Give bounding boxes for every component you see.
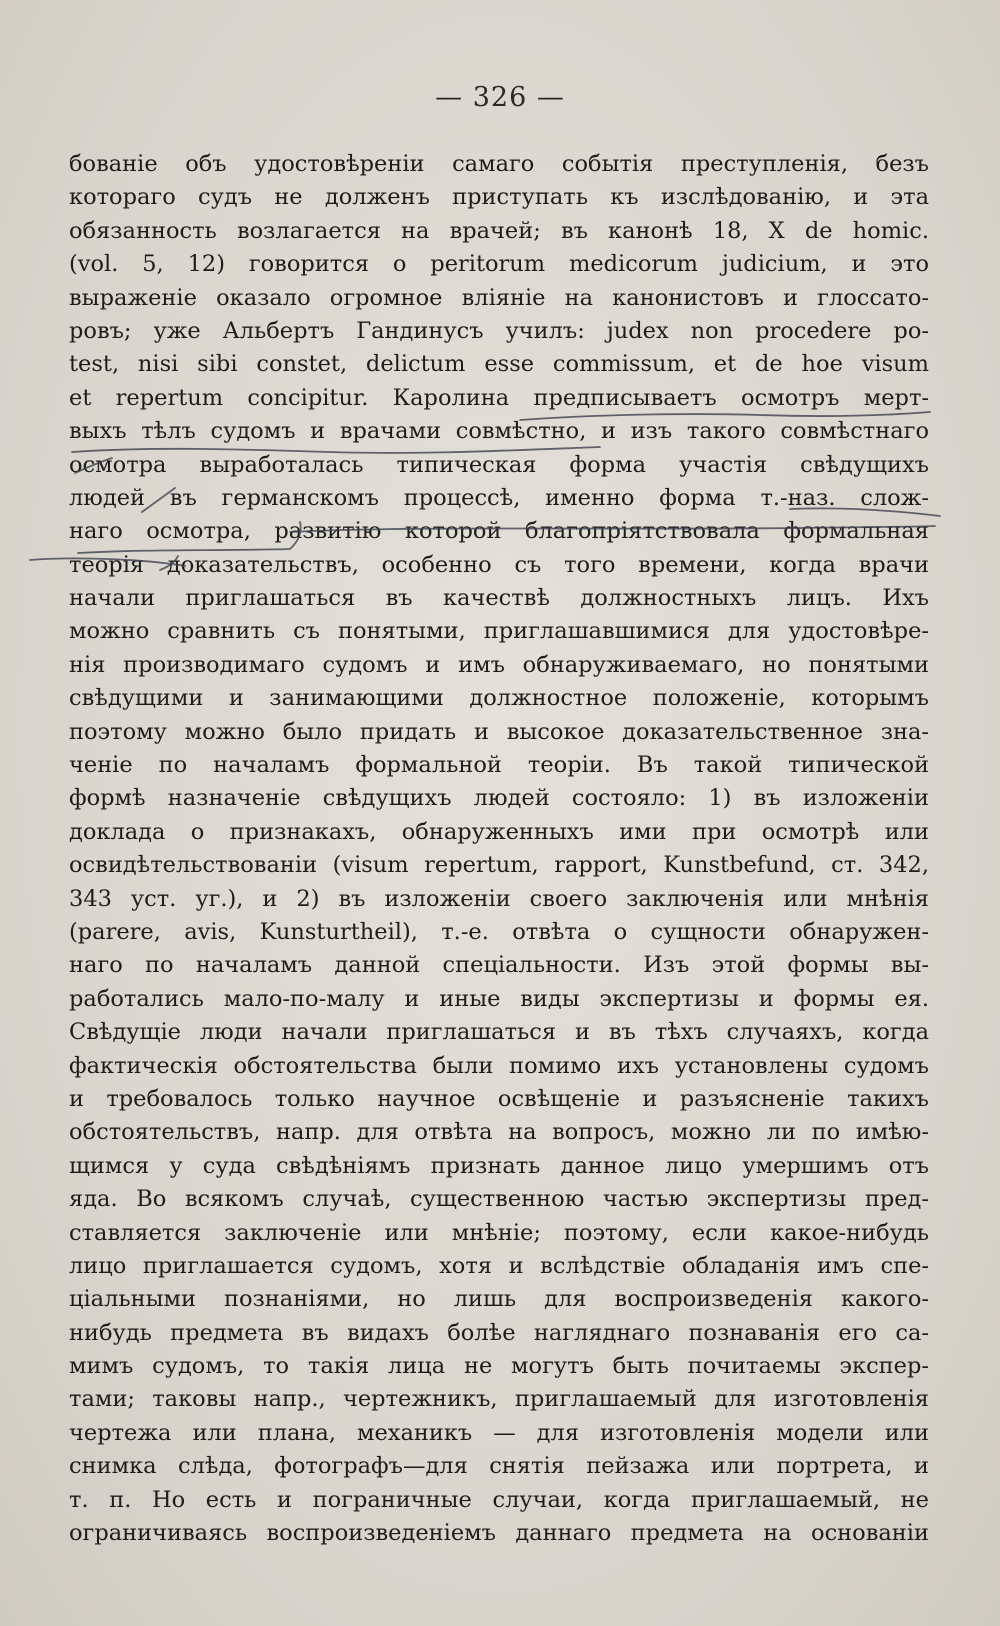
text-line: ограничиваясь воспроизведеніемъ даннаго предмета на основаніи [69, 1520, 929, 1547]
text-line: обязанность возлагается на врачей; въ канонѣ 18, X de homic. [69, 217, 929, 244]
text-line: (parere, avis, Kunsturtheil), т.-е. отвѣта о сущности обнаружен- [69, 918, 929, 945]
text-line: осмотра выработалась типическая форма участія свѣдущихъ [69, 451, 929, 478]
text-line: снимка слѣда, фотографъ—для снятія пейзажа или портрета, и [69, 1453, 929, 1480]
text-line: наго по началамъ данной спеціальности. Изъ этой формы вы- [69, 952, 929, 979]
text-line: выраженіе оказало огромное вліяніе на канонистовъ и глоссато- [69, 284, 929, 311]
text-line: освидѣтельствованіи (visum repertum, rapport, Kunstbefund, ст. 342, [69, 852, 929, 879]
text-line: обстоятельствъ, напр. для отвѣта на вопросъ, можно ли по имѣю- [69, 1119, 929, 1146]
text-line: наго осмотра, развитію которой благопріятствовала формальная [69, 518, 929, 545]
text-line: поэтому можно было придать и высокое доказательственное зна- [69, 718, 929, 745]
text-line: фактическія обстоятельства были помимо ихъ установлены судомъ [69, 1052, 929, 1079]
text-line: чертежа или плана, механикъ — для изготовленія модели или [69, 1419, 929, 1446]
text-line: т. п. Но есть и пограничные случаи, когда приглашаемый, не [69, 1486, 929, 1513]
text-line: формѣ назначеніе свѣдущихъ людей состояло: 1) въ изложеніи [69, 785, 929, 812]
text-line: ставляется заключеніе или мнѣніе; поэтому, если какое-нибудь [69, 1219, 929, 1246]
text-line: 343 уст. уг.), и 2) въ изложеніи своего заключенія или мнѣнія [69, 885, 929, 912]
text-line: бованіе объ удостовѣреніи самаго событія преступленія, безъ [69, 151, 929, 177]
text-line: можно сравнить съ понятыми, приглашавшимися для удостовѣре- [69, 618, 929, 645]
text-line: нибудь предмета въ видахъ болѣе нагляднаго познаванія его са- [69, 1319, 929, 1346]
text-line: выхъ тѣлъ судомъ и врачами совмѣстно, и изъ такого совмѣстнаго [69, 418, 929, 445]
text-line: ченіе по началамъ формальной теоріи. Въ такой типической [69, 752, 929, 779]
text-line: котораго судъ не долженъ приступать къ изслѣдованію, и эта [69, 184, 929, 211]
text-line: яда. Во всякомъ случаѣ, существенною частью экспертизы пред- [69, 1186, 929, 1213]
text-line: Свѣдущіе люди начали приглашаться и въ тѣхъ случаяхъ, когда [69, 1019, 929, 1046]
text-line: ціальными познаніями, но лишь для воспроизведенія какого- [69, 1286, 929, 1313]
text-line: et repertum concipitur. Каролина предписываетъ осмотръ мерт- [69, 384, 929, 411]
text-line: test, nisi sibi constet, delictum esse commissum, et de hoe visum [69, 351, 929, 378]
page-number: — 326 — [435, 82, 565, 113]
text-line: мимъ судомъ, то такія лица не могутъ быть почитаемы экспер- [69, 1353, 929, 1380]
text-line: людей въ германскомъ процессѣ, именно форма т.-наз. слож- [69, 484, 929, 511]
text-line: теорія доказательствъ, особенно съ того времени, когда врачи [69, 551, 929, 578]
text-line: лицо приглашается судомъ, хотя и вслѣдствіе обладанія имъ спе- [69, 1252, 929, 1279]
text-line: щимся у суда свѣдѣніямъ признать данное лицо умершимъ отъ [69, 1152, 929, 1179]
text-line: начали приглашаться въ качествѣ должностныхъ лицъ. Ихъ [69, 585, 929, 612]
text-line: свѣдущими и занимающими должностное положеніе, которымъ [69, 685, 929, 712]
body-text [69, 148, 929, 1550]
text-line: ровъ; уже Альбертъ Гандинусъ училъ: judex non procedere po- [69, 317, 929, 344]
text-line: и требовалось только научное освѣщеніе и разъясненіе такихъ [69, 1085, 929, 1112]
text-line: тами; таковы напр., чертежникъ, приглашаемый для изготовленія [69, 1386, 929, 1413]
text-line: (vol. 5, 12) говорится о peritorum medicorum judicium, и это [69, 251, 929, 278]
text-line: работались мало-по-малу и иные виды экспертизы и формы ея. [69, 985, 929, 1012]
text-line: доклада о признакахъ, обнаруженныхъ ими при осмотрѣ или [69, 818, 929, 845]
text-line: нія производимаго судомъ и имъ обнаруживаемаго, но понятыми [69, 651, 929, 678]
